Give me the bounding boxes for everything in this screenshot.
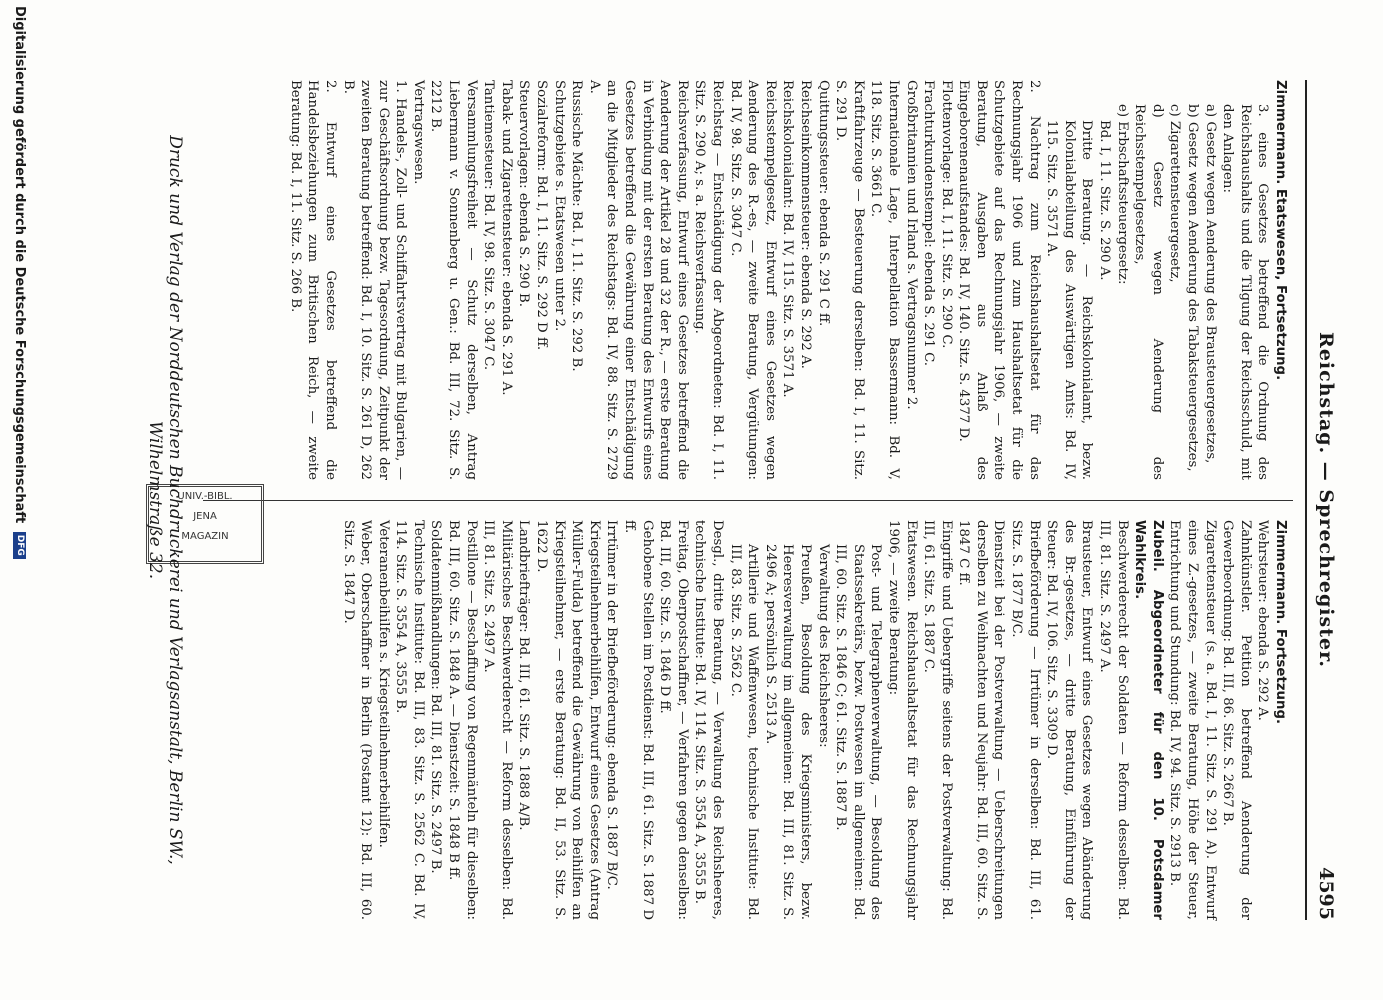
index-entry: Zahnkünstler. Petition betreffend Aenderung der Gewerbeordnung: Bd. III, 86. Sitz. S. 2667 B. [1220, 520, 1253, 920]
index-entry: 2. Entwurf eines Gesetzes betreffend die Handelsbeziehungen zum Britischen Reich, — zweite Beratung: Bd. I, 11. Sitz. S. 266 B. [287, 80, 338, 480]
index-entry: Vertragswesen. [410, 80, 426, 185]
stamp-line: UNIV.-BIBL. [177, 491, 233, 502]
index-entry: d) Gesetz wegen Aenderung des Reichsstempelgesetzes, [1132, 104, 1165, 480]
index-entry: Desgl., dritte Beratung, — Verwaltung des Reichsheeres, technische Institute: Bd. IV, 114. Sitz. S. 3554 A, 3555 B. [692, 520, 725, 920]
index-entry: Reichsverfassung, Entwurf eines Gesetzes betreffend die Aenderung der Artikel 28 und 32 der R., — erste Beratung in Verbindung mit der ersten Beratung des Entwurfs eines Gesetzes betreffend die Gewährung einer Entschädigung an die Mitglieder des Reichstags: Bd. IV, 88. Sitz. S. 2729 A. [586, 80, 690, 480]
index-entry: Kriegsteilnehmerbeihilfen, Entwurf eines Gesetzes (Antrag Müller-Fulda) betreffend die Gewährung von Beihilfen an Kriegsteilnehmer, — erste Beratung: Bd. II, 53. Sitz. S. 1622 D. [534, 520, 602, 920]
entry-heading: Zimmermann. Etatswesen, Fortsetzung. [1273, 80, 1288, 381]
page-number: 4595 [1315, 867, 1337, 920]
index-entry: Landbriefträger: Bd. III, 61. Sitz. S. 1888 A/B. [516, 520, 532, 831]
index-entry: Zigarettensteuer (s. a. Bd. I, 11. Sitz. S. 291 A). Entwurf eines Z.-gesetzes, — zweite Beratung, Höhe der Steuer, Entrichtung und Stundung: Bd. IV, 94. Sitz. S. 2913 B. [1167, 520, 1218, 920]
index-entry: Sozialreform: Bd. I, 11. Sitz. S. 292 D ff. [534, 80, 550, 351]
stamp-line: MAGAZIN [181, 531, 229, 542]
index-entry: Veteranenbeihilfen s. Kriegsteilnehmerbeihilfen. [375, 520, 391, 848]
left-column [286, 80, 1289, 480]
index-entry: Brausteuer, Entwurf eines Gesetzes wegen Abänderung des Br.-gesetzes, — dritte Beratung, Einführung der Steuer: Bd. IV, 106. Sitz. S. 3309 D. [1044, 520, 1095, 920]
printer-footer: Druck und Verlag der Norddeutschen Buchdruckerei und Verlagsanstalt, Berlin SW., Wilhelmstraße 32. [145, 135, 185, 865]
index-entry: e) Erbschaftssteuergesetz: [1114, 104, 1130, 285]
index-entry: Soldatenmißhandlungen: Bd. III, 81. Sitz. S. 2497 B. [428, 520, 444, 874]
index-entry: Tabak- und Zigarettensteuer: ebenda S. 291 A. [498, 80, 514, 396]
index-entry: Etatswesen. Reichshaushaltsetat für das Rechnungsjahr 1906, — zweite Beratung: [885, 520, 919, 920]
index-entry: 1. Handels-, Zoll- und Schiffahrtsvertrag mit Bulgarien, — zur Geschäftsordnung bezw. Tagesordnung, Zeitpunkt der zweiten Beratung betreffend: Bd. I, 10. Sitz. S. 261 D, 262 B. [340, 80, 409, 480]
entry-heading: Zubeil. Abgeordneter für den 10. Potsdamer Wahlkreis. [1132, 520, 1165, 920]
index-entry: 2. Nachtrag zum Reichshaushaltsetat für das Rechnungsjahr 1906 und zum Haushaltsetat für die Schutzgebiete auf das Rechnungsjahr 1906, — zweite Beratung, Ausgaben aus Anlaß des Eingeborenenaufstandes: Bd. IV, 140. Sitz. S. 4377 D. [956, 80, 1042, 480]
index-entry: Weber, Oberschaffner in Berlin (Postamt 12): Bd. III, 60. Sitz. S. 1847 D. [340, 520, 374, 920]
index-entry: a) Gesetz wegen Aenderung des Brausteuergesetzes, [1202, 104, 1218, 464]
column-divider [203, 500, 1293, 501]
index-entry: Großbritannien und Irland s. Vertragsnummer 2. [903, 80, 919, 410]
index-entry: Beschwerderecht der Soldaten — Reform desselben: Bd. III, 81. Sitz. S. 2497 A. [1097, 520, 1130, 920]
index-entry: Tantiemesteuer: Bd. IV, 98. Sitz. S. 3047 C. [481, 80, 497, 371]
digitization-credit [5, 0, 33, 1006]
dfg-logo: DFG [13, 532, 26, 559]
index-entry: Post- und Telegraphenverwaltung, — Besoldung des Staatssekretärs, bezw. Postwesen im allgemeinen: Bd. III, 60. Sitz. S. 1846 C; 61. Sitz. S. 1887 B. [833, 544, 884, 920]
index-entry: Bd. I, 11. Sitz. S. 290 A. [1097, 120, 1113, 281]
index-entry: Flottenvorlage: Bd. I, 11. Sitz. S. 290 C. [938, 80, 954, 349]
right-column [339, 520, 1289, 920]
index-entry: Steuervorlagen: ebenda S. 290 B. [516, 80, 532, 307]
index-entry: Internationale Lage, Interpellation Bassermann: Bd. V, 118. Sitz. S. 3661 C. [868, 80, 901, 480]
entry-heading: Zimmermann. Fortsetzung. [1273, 520, 1288, 725]
index-entry: Militärisches Beschwerderecht — Reform desselben: Bd. III, 81. Sitz. S. 2497 A. [481, 520, 514, 920]
index-entry: Technische Institute: Bd. III, 83. Sitz. S. 2562 C. Bd. IV, 114. Sitz. S. 3554 A, 3555 B. [393, 520, 426, 920]
index-entry: Freitag, Oberpostschaffner, — Verfahren gegen denselben: Bd. III, 60. Sitz. S. 1846 D ff. [657, 520, 690, 920]
index-entry: 3. eines Gesetzes betreffend die Ordnung des Reichshaushalts und die Tilgung der Reichsschuld, mit den Anlagen: [1220, 104, 1271, 480]
stamp-line: JENA [193, 511, 217, 522]
index-entry: Reichskolonialamt: Bd. IV, 115. Sitz. S. 3571 A. [780, 80, 796, 398]
credit-text: Digitalisierung gefördert durch die Deutsche Forschungsgemeinschaft [12, 6, 27, 524]
index-entry: Eingriffe und Uebergriffe seitens der Postverwaltung: Bd. III, 61. Sitz. S. 1887 C. [921, 520, 954, 920]
index-entry: c) Zigarettensteuergesetz, [1167, 104, 1183, 283]
index-entry: Irrtümer in der Briefbeförderung: ebenda S. 1887 B/C. [604, 520, 620, 890]
page-title: Reichstag. — Sprechregister. [1315, 332, 1337, 668]
index-entry: Versammlungsfreiheit — Schutz derselben, Antrag Liebermann v. Sonnenberg u. Gen.: Bd. III, 72. Sitz. S. 2212 B. [428, 80, 479, 480]
index-entry: b) Gesetz wegen Aenderung des Tabaksteuergesetzes, [1185, 104, 1201, 472]
index-entry: Dienstzeit bei der Postverwaltung — Ueberschreitungen derselben zu Weihnachten und Neujahr: Bd. III, 60. Sitz. S. 1847 C ff. [956, 520, 1007, 920]
index-entry: Schutzgebiete s. Etatswesen unter 2. [551, 80, 567, 332]
index-entry: Verwaltung des Reichsheeres: [815, 544, 831, 748]
index-entry: Preußen, Besoldung des Kriegsministers, bezw. Heeresverwaltung im allgemeinen: Bd. III, 81. Sitz. S. 2496 A; persönlich S. 2513 A. [762, 544, 813, 920]
index-entry: Dritte Beratung. — Reichskolonialamt, bezw. Kolonialabteilung des Auswärtigen Amts: Bd. IV, 115. Sitz. S. 3571 A. [1044, 120, 1095, 480]
index-entry: Briefbeförderung — Irrtümer in derselben: Bd. III, 61. Sitz. S. 1877 B/C. [1009, 520, 1042, 920]
index-entry: Russische Mächte: Bd. I, 11. Sitz. S. 292 B. [569, 80, 585, 372]
index-entry: Postillone — Beschaffung von Regenmänteln für dieselben: Bd. III, 60. Sitz. S. 1848 A. — Dienstzeit: S. 1848 B ff. [446, 520, 479, 920]
index-entry: Kraftfahrzeuge — Besteuerung derselben: Bd. I, 11. Sitz. S. 291 D. [833, 80, 866, 480]
index-entry: Reichseinkommensteuer: ebenda S. 292 A. [797, 80, 813, 369]
index-entry: Artillerie und Waffenwesen, technische Institute: Bd. III, 83. Sitz. S. 2562 C. [727, 544, 761, 920]
index-entry: Wehrsteuer: ebenda S. 292 A. [1255, 520, 1271, 721]
running-header [1305, 80, 1341, 920]
index-entry: Quittungssteuer: ebenda S. 291 C ff. [815, 80, 831, 327]
index-entry: Gehobene Stellen im Postdienst: Bd. III, 61. Sitz. S. 1887 D ff. [622, 520, 655, 920]
index-entry: Reichsstempelgesetz, Entwurf eines Gesetzes wegen Aenderung des R.-es, — zweite Beratung, Vergütungen: Bd. IV, 98. Sitz. S. 3047 C. [727, 80, 778, 480]
index-entry: Frachturkundenstempel: ebenda S. 291 C. [921, 80, 937, 366]
index-entry: Reichstag — Entschädigung der Abgeordneten: Bd. I, 11. Sitz. S. 290 A; s. a. Reichsverfassung. [692, 80, 725, 480]
